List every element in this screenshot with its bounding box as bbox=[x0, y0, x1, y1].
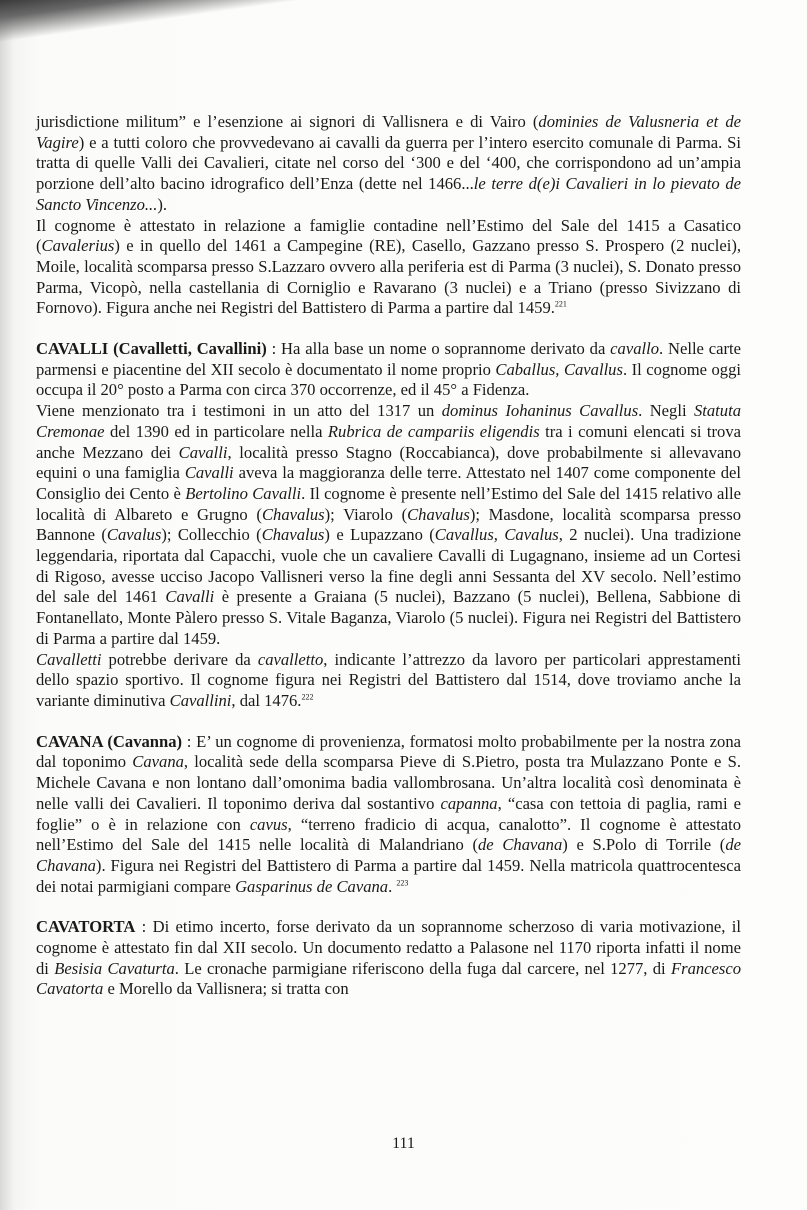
cavalli-paragraph-3: Cavalletti potrebbe derivare da cavalletto, indicante l’attrezzo da lavoro per particolari apprestamenti dello spazio sportivo. Il cognome figura nei Registri del Battistero dal 1514, dove troviamo anche la variante diminutiva Cavallini, dal 1476.$^{222}$ bbox=[36, 649, 741, 710]
page-number: 111 bbox=[392, 1135, 415, 1152]
entry-heading: CAVALLI (Cavalletti, Cavallini) bbox=[36, 339, 267, 359]
intro-paragraph-2: Il cognome è attestato in relazione a famiglie contadine nell’Estimo del Sale del 1415 a Casatico (Cavalerius) e in quello del 1461 a Campegine (RE), Casello, Gazzano presso S. Prospero (2 nuclei), Moile, località scomparsa presso S.Lazzaro ovvero alla periferia est di Parma (3 nuclei), S. Donato presso Parma, Vicopò, nella castellania di Corniglio e Ravarano (3 nuclei) e a Triano (presso Sivizzano di Fornovo). Figura anche nei Registri del Battistero di Parma a partire dal 1459.$^{221}$ bbox=[36, 215, 741, 318]
footnote-ref: 221 bbox=[554, 299, 567, 309]
body-text bbox=[36, 112, 741, 1000]
entry-cavalli: CAVALLI (Cavalletti, Cavallini) : Ha alla base un nome o soprannome derivato da cavallo. Nelle carte parmensi e piacentine del XII secolo è documentato il nome proprio Caballus, Cavallus. Il cognome oggi occupa il 20° posto a Parma con circa 370 occorrenze, ed il 45° a Fidenza. bbox=[36, 339, 742, 400]
entry-heading: CAVATORTA bbox=[36, 917, 136, 937]
scan-shadow bbox=[0, 0, 807, 60]
entry-heading: CAVANA (Cavanna) bbox=[36, 731, 183, 751]
cavalli-paragraph-2: Viene menzionato tra i testimoni in un atto del 1317 un dominus Iohaninus Cavallus. Negli Statuta Cremonae del 1390 ed in particolare nella Rubrica de campariis eligendis tra i comuni elencati si trova anche Mezzano dei Cavalli, località presso Stagno (Roccabianca), dove probabilmente si allevavano equini o una famiglia Cavalli aveva la maggioranza delle terre. Attestato nel 1407 come componente del Consiglio dei Cento è Bertolino Cavalli. Il cognome è presente nell’Estimo del Sale del 1415 relativo alle località di Albareto e Grugno (Chavalus); Viarolo (Chavalus); Masdone, località scomparsa presso Bannone (Cavalus); Collecchio (Chavalus) e Lupazzano (Cavallus, Cavalus, 2 nuclei). Una tradizione leggendaria, riportata dal Capacchi, vuole che un cavaliere Cavalli di Lugagnano, insieme ad un Cortesi di Rigoso, avesse ucciso Jacopo Vallisneri verso la fine degli anni Sessanta del XV secolo. Nell’estimo del sale del 1461 Cavalli è presente a Graiana (5 nuclei), Bazzano (5 nuclei), Bellena, Sabbione di Fontanellato, Monte Pàlero presso S. Vitale Baganza, Viarolo (5 nuclei). Figura nei Registri del Battistero di Parma a partire dal 1459. bbox=[36, 401, 742, 648]
footnote-ref: 223 bbox=[396, 878, 409, 888]
footnote-ref: 222 bbox=[301, 692, 314, 702]
intro-paragraph: jurisdictione militum” e l’esenzione ai signori di Vallisnera e di Vairo (dominies de Valusneria et de Vagire) e a tutti coloro che provvedevano ai cavalli da guerra per l’intero esercito comunale di Parma. Si tratta di quelle Valli dei Cavalieri, citate nel corso del ‘300 e del ‘400, che corrispondono ad un’ampia porzione dell’alto bacino idrografico dell’Enza (dette nel 1466...le terre d(e)i Cavalieri in lo pievato de Sancto Vincenzo...). bbox=[36, 112, 742, 214]
entry-cavatorta: CAVATORTA : Di etimo incerto, forse derivato da un soprannome scherzoso di varia motivazione, il cognome è attestato fin dal XII secolo. Un documento redatto a Palasone nel 1170 riporta infatti il nome di Besisia Cavaturta. Le cronache parmigiane riferiscono della fuga dal carcere, nel 1277, di Francesco Cavatorta e Morello da Vallisnera; si tratta con bbox=[36, 917, 742, 999]
entry-cavana: CAVANA (Cavanna) : E’ un cognome di provenienza, formatosi molto probabilmente per la nostra zona dal toponimo Cavana, località sede della scomparsa Pieve di S.Pietro, posta tra Mulazzano Ponte e S. Michele Cavana e non lontano dall’omonima badia vallombrosana. Un’altra località così denominata è nelle valli dei Cavalieri. Il toponimo deriva dal sostantivo capanna, “casa con tettoia di paglia, rami e foglie” o è in relazione con cavus, “terreno fradicio di acqua, canalotto”. Il cognome è attestato nell’Estimo del Sale del 1415 nelle località di Malandriano (de Chavana) e S.Polo di Torrile (de Chavana). Figura nei Registri del Battistero di Parma a partire dal 1459. Nella matricola quattrocentesca dei notai parmigiani compare Gasparinus de Cavana. $^{223}$ bbox=[36, 731, 742, 896]
